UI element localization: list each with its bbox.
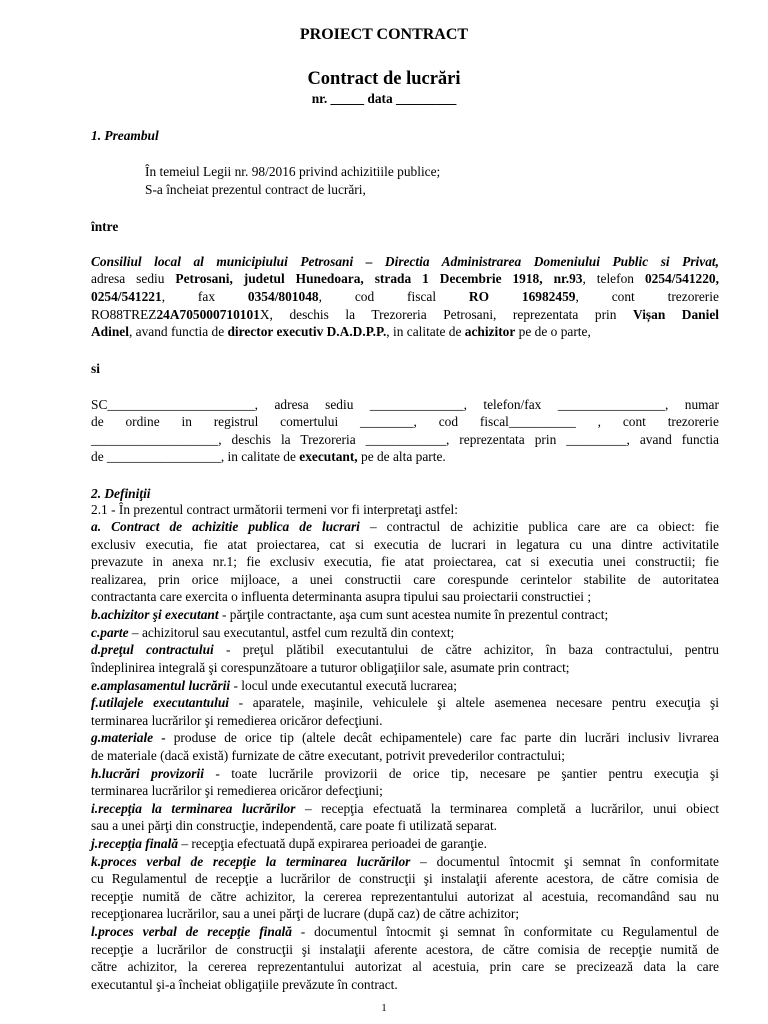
definition-l: l.proces verbal de recepţie finală - documentul întocmit şi semnat în conformitate cu Regulamentul de <box>91 924 719 939</box>
party2-line: SC______________________, adresa sediu ______________, telefon/fax ________________, numar <box>91 397 719 412</box>
definition-line: recepţie a lucrărilor de construcţii şi instalaţii aferente acestora, de către comisia de recepţie numită de <box>91 942 719 957</box>
definition-i: i.recepţia la terminarea lucrărilor – recepţia efectuată la terminarea completă a lucrărilor, unui obiect <box>91 801 719 816</box>
between-label: între <box>91 219 119 234</box>
definitions-intro: 2.1 - În prezentul contract următorii termeni vor fi interpretaţi astfel: <box>91 502 458 517</box>
document-subtitle: Contract de lucrări <box>307 69 461 89</box>
party1-line: 0254/541221, fax 0354/801048, cod fiscal RO 16982459, cont trezorerie <box>91 289 719 304</box>
definition-h: h.lucrări provizorii - toate lucrările provizorii de orice tip, necesare pe şantier pentru execuţia şi <box>91 766 719 781</box>
definition-line: recepţie numită de către achizitor, la cererea reprezentantului autorizat al acestuia, recomandând sau nu <box>91 889 719 904</box>
party1-line: adresa sediu Petrosani, judetul Hunedoara, strada 1 Decembrie 1918, nr.93, telefon 0254/541220, <box>91 271 719 286</box>
preambul-line: S-a încheiat prezentul contract de lucrări, <box>145 182 366 197</box>
and-label: si <box>91 361 100 376</box>
definition-line: prevazute in anexa nr.1; fie exclusiv executia, fie atat proiectarea, cat si executia unei constructii; fie <box>91 554 719 569</box>
party1-line: Adinel, avand functia de director executiv D.A.D.P.P., in calitate de achizitor pe de o parte, <box>91 324 591 339</box>
definition-g: g.materiale - produse de orice tip (altele decât echipamentele) care fac parte din lucrări inclusiv livrarea <box>91 730 719 745</box>
definition-j: j.recepţia finală – recepţia efectuată după expirarea perioadei de garanţie. <box>91 836 487 851</box>
section-heading-preambul: 1. Preambul <box>91 128 159 143</box>
definition-a: a. Contract de achizitie publica de lucrari – contractul de achizitie publica care are ca obiect: fie <box>91 519 719 534</box>
definition-line: cu Regulamentul de recepţie a lucrărilor de construcţii şi instalaţii aferente acestora, de către comisia de <box>91 871 719 886</box>
definition-line: îndeplinirea integrală şi corespunzătoare a tuturor obligaţiilor sale, asumate prin contract; <box>91 660 570 675</box>
definition-c: c.parte – achizitorul sau executantul, astfel cum rezultă din context; <box>91 625 455 640</box>
definition-line: de materiale (dacă există) furnizate de către executant, potrivit prevederilor contractului; <box>91 748 566 763</box>
definition-f: f.utilajele executantului - aparatele, maşinile, vehiculele şi altele asemenea necesare pentru execuţia şi <box>91 695 719 710</box>
party2-line: de ordine in registrul comertului ________, cod fiscal__________ , cont trezorerie <box>91 414 719 429</box>
definition-line: contractanta care exercita o influenta determinanta asupra tipului sau proiectarii constructiei ; <box>91 589 592 604</box>
party2-line: ___________________, deschis la Trezoreria ____________, reprezentata prin _________, avand functia <box>91 432 719 447</box>
party1-name: Consiliul local al municipiului Petrosani – Directia Administrarea Domeniului Public si Privat, <box>91 254 719 269</box>
party1-line: RO88TREZ24A705000710101X, deschis la Trezoreria Petrosani, reprezentata prin Vișan Daniel <box>91 307 720 322</box>
definition-line: recepţionarea lucrărilor, sau a unei părţi de lucrare (după caz) de către achizitor; <box>91 906 520 921</box>
definition-line: executantul şi-a încheiat obligaţiile prevăzute în contract. <box>91 977 398 992</box>
definition-d: d.preţul contractului - preţul plătibil executantului de către achizitor, în baza contractului, pentru <box>91 642 719 657</box>
preambul-line: În temeiul Legii nr. 98/2016 privind achizitiile publice; <box>145 164 441 179</box>
definition-line: exclusiv executia, fie atat proiectarea, cat si executia de lucrari in legatura cu una dintre activitatile <box>91 537 719 552</box>
page-number: 1 <box>381 1002 387 1014</box>
definition-e: e.amplasamentul lucrării - locul unde executantul execută lucrarea; <box>91 678 457 693</box>
definition-k: k.proces verbal de recepţie la terminarea lucrărilor – documentul întocmit şi semnat în conformitate <box>91 854 720 869</box>
document-title: PROIECT CONTRACT <box>299 26 469 43</box>
definition-line: realizarea, prin orice mijloace, a unei constructii care corespunde cerintelor stabilite de autoritatea <box>91 572 719 587</box>
contract-number-line: nr. _____ data _________ <box>311 91 457 106</box>
section-heading-definitii: 2. Definiţii <box>91 486 151 501</box>
definition-line: sau a unei părţi din construcţie, independentă, care poate fi utilizată separat. <box>91 818 498 833</box>
party2-line: de _________________, in calitate de executant, pe de alta parte. <box>91 449 446 464</box>
definition-b: b.achizitor şi executant - părţile contractante, aşa cum sunt acestea numite în prezentul contract; <box>91 607 609 622</box>
definition-line: terminarea lucrărilor şi remedierea oricăror defecţiuni. <box>91 713 383 728</box>
definition-line: terminarea lucrărilor şi remedierea oricăror defecţiuni; <box>91 783 383 798</box>
definition-line: către achizitor, la cererea reprezentantului autorizat al acestuia, prin care se precizează data la care <box>91 959 719 974</box>
